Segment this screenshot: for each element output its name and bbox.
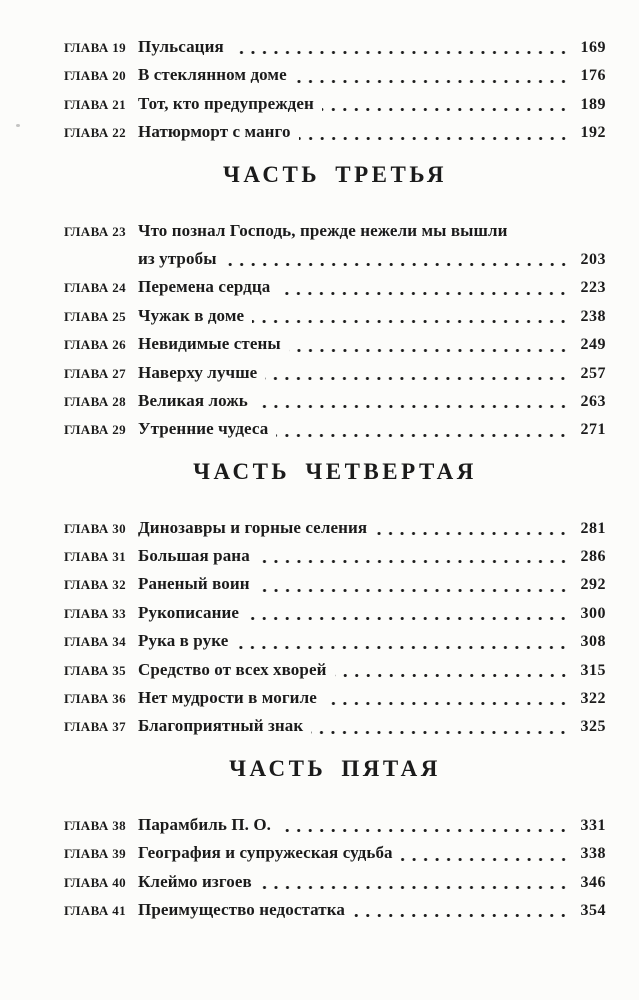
toc-entry	[64, 570, 606, 598]
page-number: 354	[580, 901, 606, 919]
toc-entry	[64, 656, 606, 684]
dot-leader	[247, 617, 569, 620]
dot-leader	[258, 589, 569, 592]
chapter-title: Рука в руке	[138, 631, 229, 651]
toc-entry	[64, 712, 606, 740]
chapter-title: Утренние чудеса	[138, 419, 269, 439]
scan-speck	[16, 124, 20, 127]
toc-entry	[64, 118, 606, 146]
chapter-label: ГЛАВА 24	[64, 280, 127, 296]
toc-entry	[64, 868, 606, 896]
chapter-label: ГЛАВА 21	[64, 96, 127, 112]
dot-leader	[311, 731, 569, 734]
chapter-label: ГЛАВА 26	[64, 337, 127, 353]
chapter-label: ГЛАВА 31	[64, 549, 127, 565]
dot-leader	[325, 702, 569, 705]
part-header: ЧАСТЬ ТРЕТЬЯ	[223, 161, 447, 187]
dot-leader	[225, 263, 569, 266]
chapter-title: Пульсация	[138, 37, 224, 56]
page-number: 238	[580, 307, 606, 325]
chapter-title: Невидимые стены	[138, 334, 281, 354]
chapter-label: ГЛАВА 39	[64, 846, 127, 862]
chapter-label: ГЛАВА 29	[64, 422, 127, 438]
dot-leader	[278, 292, 569, 295]
dot-leader	[279, 829, 569, 832]
chapter-title: Наверху лучше	[138, 362, 258, 382]
chapter-title: Тот, кто предупрежден	[138, 93, 314, 113]
chapter-label: ГЛАВА 37	[64, 719, 127, 735]
toc-entry	[64, 896, 606, 924]
page-number: 249	[580, 336, 606, 354]
chapter-title: Великая ложь	[138, 390, 248, 410]
chapter-label: ГЛАВА 40	[64, 874, 127, 890]
page-number: 169	[580, 39, 606, 56]
page-number: 346	[580, 873, 606, 891]
toc-entry	[64, 599, 606, 627]
page-number: 271	[580, 421, 606, 439]
toc-entry	[64, 542, 606, 570]
toc-entry	[64, 302, 606, 330]
page-number: 325	[580, 718, 606, 736]
dot-leader	[375, 532, 569, 535]
page-number: 331	[580, 816, 606, 834]
toc-entry	[64, 359, 606, 387]
page-number: 286	[580, 548, 606, 566]
page-number: 308	[580, 633, 606, 651]
page-number: 338	[580, 845, 606, 863]
chapter-label: ГЛАВА 35	[64, 662, 127, 678]
part-header: ЧАСТЬ ПЯТАЯ	[229, 755, 441, 781]
chapter-title: География и супружеская судьба	[138, 843, 393, 863]
chapter-label: ГЛАВА 41	[64, 902, 127, 918]
chapter-title: Раненый воин	[138, 574, 250, 594]
chapter-title: Динозавры и горные селения	[138, 517, 368, 537]
page-number: 223	[580, 279, 606, 297]
chapter-label: ГЛАВА 20	[64, 68, 127, 84]
page-number: 176	[580, 67, 606, 85]
chapter-title: Нет мудрости в могиле	[138, 688, 317, 708]
chapter-title: Большая рана	[138, 546, 250, 566]
chapter-title: Парамбиль П. О.	[138, 814, 272, 834]
chapter-label: ГЛАВА 23	[64, 223, 127, 239]
dot-leader	[265, 377, 569, 380]
chapter-title: Средство от всех хворей	[138, 659, 327, 679]
dot-leader	[322, 108, 569, 111]
toc-entry	[64, 684, 606, 712]
dot-leader	[252, 320, 569, 323]
toc-entry-line2	[64, 245, 606, 273]
page-number: 292	[580, 576, 606, 594]
dot-leader	[236, 646, 569, 649]
chapter-title: Рукописание	[138, 602, 240, 622]
page-number: 322	[580, 690, 606, 708]
chapter-title: Клеймо изгоев	[138, 871, 252, 891]
chapter-label: ГЛАВА 30	[64, 520, 127, 536]
chapter-title: Преимущество недостатка	[138, 899, 345, 919]
dot-leader	[232, 51, 569, 54]
toc-entry	[64, 33, 606, 61]
toc-entry	[64, 415, 606, 443]
page-number: 192	[580, 124, 606, 142]
dot-leader	[256, 405, 569, 408]
chapter-label: ГЛАВА 33	[64, 605, 127, 621]
chapter-label: ГЛАВА 34	[64, 634, 127, 650]
dot-leader	[258, 560, 569, 563]
dot-leader	[295, 80, 569, 83]
page-number: 257	[580, 364, 606, 382]
chapter-label: ГЛАВА 38	[64, 817, 127, 833]
chapter-label: ГЛАВА 32	[64, 577, 127, 593]
page-number: 263	[580, 392, 606, 410]
toc-entry	[64, 839, 606, 867]
chapter-title: Натюрморт с манго	[138, 122, 291, 142]
dot-leader	[353, 914, 569, 917]
toc-entry	[64, 627, 606, 655]
chapter-title: Перемена сердца	[138, 277, 271, 297]
dot-leader	[401, 858, 569, 861]
dot-leader	[276, 434, 569, 437]
toc-entry	[64, 811, 606, 839]
page-number: 189	[580, 95, 606, 113]
page-number: 281	[580, 519, 606, 537]
dot-leader	[299, 137, 569, 140]
page-number: 203	[580, 250, 606, 268]
chapter-label: ГЛАВА 25	[64, 308, 127, 324]
page-number: 315	[580, 661, 606, 679]
chapter-title: В стеклянном доме	[138, 65, 287, 85]
chapter-title: Что познал Господь, прежде нежели мы вышли	[138, 220, 508, 240]
toc-entry-line1	[64, 217, 606, 245]
toc-entry	[64, 61, 606, 89]
part-header: ЧАСТЬ ЧЕТВЕРТАЯ	[193, 458, 477, 484]
toc-entry	[64, 514, 606, 542]
chapter-label: ГЛАВА 28	[64, 393, 127, 409]
dot-leader	[335, 674, 570, 677]
dot-leader	[289, 349, 569, 352]
chapter-label: ГЛАВА 36	[64, 691, 127, 707]
chapter-title-continuation: из утробы	[138, 248, 217, 268]
chapter-label: ГЛАВА 22	[64, 125, 127, 141]
chapter-title: Благоприятный знак	[138, 716, 304, 736]
toc-entry	[64, 387, 606, 415]
toc-entry	[64, 90, 606, 118]
chapter-title: Чужак в доме	[138, 305, 245, 325]
toc-entry	[64, 330, 606, 358]
page-number: 300	[580, 604, 606, 622]
chapter-label: ГЛАВА 27	[64, 365, 127, 381]
toc-entry	[64, 273, 606, 301]
dot-leader	[260, 886, 569, 889]
chapter-label: ГЛАВА 19	[64, 40, 127, 55]
